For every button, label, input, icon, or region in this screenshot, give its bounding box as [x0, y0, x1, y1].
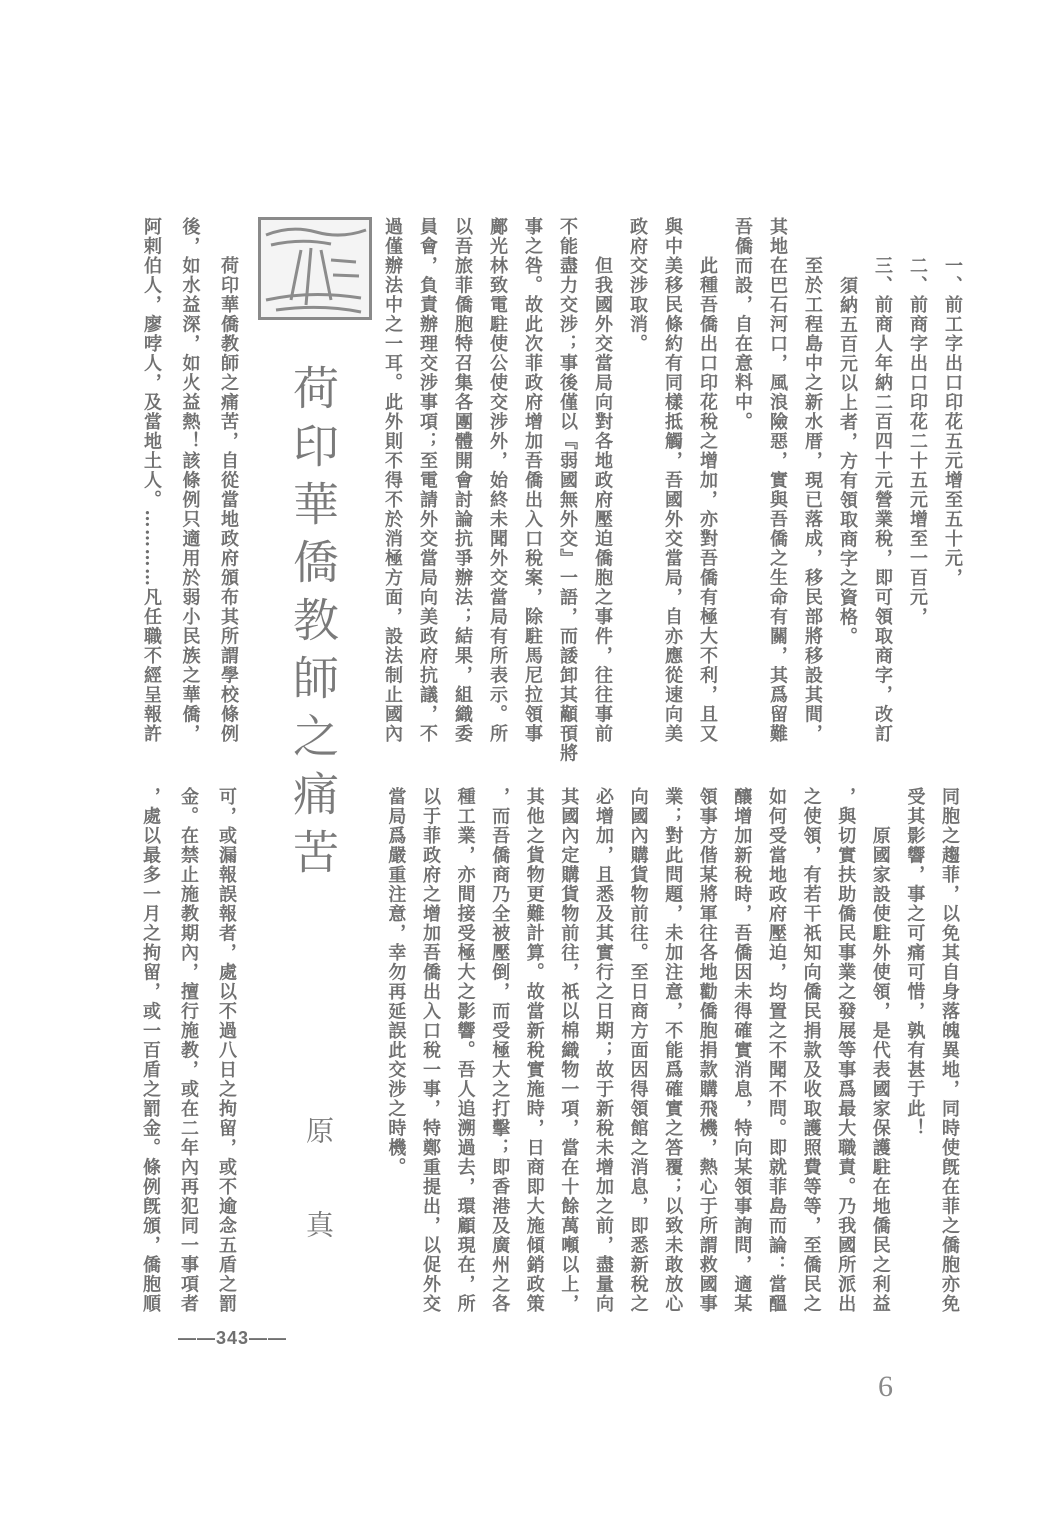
upper-left-text-column: 阿剌伯人，廖哱人，及當地土人。…………凡任職不經呈報許 — [141, 217, 162, 744]
upper-text-column: 至於工程島中之新水厝，現已落成，移民部將移設其間， — [802, 256, 823, 744]
upper-text-column: 二、前商字出口印花二十五元增至一百元， — [907, 256, 928, 627]
upper-text-column: 以吾旅菲僑胞特召集各團體開會討論抗爭辦法；結果，組織委 — [452, 217, 473, 744]
upper-text-column: 三、前商人年納二百四十元營業稅，即可領取商字，改訂 — [872, 256, 893, 744]
article-illustration — [258, 217, 372, 320]
lower-text-column: 之使領，有若干祇知向僑民捐款及收取護照費等等，至僑民之 — [800, 787, 822, 1314]
lower-text-column: ，而吾僑商乃全被壓倒，而受極大之打擊；即香港及廣州之各 — [489, 787, 511, 1314]
landscape-woodcut-icon — [261, 220, 369, 317]
lower-text-column: 其國內定購貨物前往，祇以棉織物一項，當在十餘萬噸以上， — [558, 787, 580, 1314]
upper-text-column: 吾僑而設，自在意料中。 — [732, 217, 753, 432]
upper-text-column: 此種吾僑出口印花稅之增加，亦對吾僑有極大不利，且又 — [697, 256, 718, 744]
sheet-number: 6 — [878, 1370, 893, 1403]
lower-text-column: 種工業，亦間接受極大之影響。吾人追溯過去，環顧現在，所 — [454, 787, 476, 1314]
upper-text-column: 員會，負責辦理交涉事項；至電請外交當局向美政府抗議，不 — [417, 217, 438, 744]
author-name-second: 真 — [302, 1210, 335, 1238]
lower-text-column: 必增加，且悉及其實行之日期；故于新稅未增加之前，盡量向 — [593, 787, 614, 1314]
lower-text-column: 當局爲嚴重注意，幸勿再延誤此交涉之時機。 — [385, 787, 407, 1177]
lower-text-column: 業；對此問題，未加注意，不能爲確實之答覆；以致未敢放心 — [662, 787, 684, 1314]
upper-text-column: 其地在巴石河口，風浪險惡，實與吾僑之生命有關，其爲留難 — [767, 217, 788, 744]
lower-left-text-column: 可，或漏報誤報者，處以不過八日之拘留，或不逾念五盾之罰 — [216, 787, 237, 1314]
lower-text-column: 如何受當地政府壓迫，均置之不聞不問。即就菲島而論：當醞 — [766, 787, 787, 1314]
lower-left-text-column: 金。在禁止施教期內，擅行施教，或在二年內再犯同一事項者 — [178, 787, 199, 1314]
upper-text-column: 不能盡力交涉；事後僅以『弱國無外交』一語，而諉卸其顢頇將 — [557, 217, 578, 763]
upper-left-text-column: 後，如水益深，如火益熱！該條例只適用於弱小民族之華僑， — [179, 217, 201, 744]
lower-text-column: 原國家設使駐外使領，是代表國家保護駐在地僑民之利益 — [869, 826, 891, 1314]
upper-text-column: 但我國外交當局向對各地政府壓迫僑胞之事件，往往事前 — [592, 256, 613, 744]
lower-text-column: 以于菲政府之增加吾僑出入口稅一事，特鄭重提出，以促外交 — [420, 787, 441, 1314]
article-title: 荷印華僑教師之痛苦 — [286, 364, 340, 886]
lower-text-column: 其他之貨物更難計算。故當新稅實施時，日商即大施傾銷政策 — [523, 787, 545, 1314]
lower-text-column: 同胞之趨菲，以免其自身落魄異地，同時使旣在菲之僑胞亦免 — [939, 787, 960, 1314]
lower-text-column: 釀增加新稅時，吾僑因未得確實消息，特向某領事詢問，適某 — [731, 787, 753, 1314]
page-number: ——343—— — [178, 1328, 288, 1348]
lower-text-column: 向國內購貨物前往。至日商方面因得領館之消息，即悉新稅之 — [627, 787, 649, 1314]
upper-text-column: 事之咎。故此次菲政府增加吾僑出入口稅案，除駐馬尼拉領事 — [522, 217, 543, 744]
upper-text-column: 須納五百元以上者，方有領取商字之資格。 — [837, 275, 858, 646]
lower-text-column: 領事方偕某將軍往各地勸僑胞捐款購飛機，熱心于所謂救國事 — [696, 787, 718, 1314]
lower-text-column: ，與切實扶助僑民事業之發展等事爲最大職責。乃我國所派出 — [835, 787, 857, 1314]
upper-text-column: 過僅辦法中之一耳。此外則不得不於消極方面，設法制止國內 — [382, 217, 403, 744]
upper-left-text-column: 荷印華僑教師之痛苦，自從當地政府頒布其所謂學校條例 — [218, 256, 239, 744]
upper-text-column: 與中美移民條約有同樣抵觸，吾國外交當局，自亦應從速向美 — [662, 217, 683, 744]
author-name-first: 原 — [302, 1116, 335, 1144]
upper-text-column: 政府交涉取消。 — [627, 217, 648, 354]
lower-text-column: 受其影響，事之可痛可惜，孰有甚于此！ — [904, 787, 926, 1138]
lower-left-text-column: ，處以最多一月之拘留，或一百盾之罰金。條例旣頒，僑胞順 — [140, 787, 161, 1314]
upper-text-column: 鄺光林致電駐使公使交涉外，始終未聞外交當局有所表示。所 — [487, 217, 508, 744]
upper-text-column: 一、前工字出口印花五元增至五十元， — [942, 256, 963, 588]
